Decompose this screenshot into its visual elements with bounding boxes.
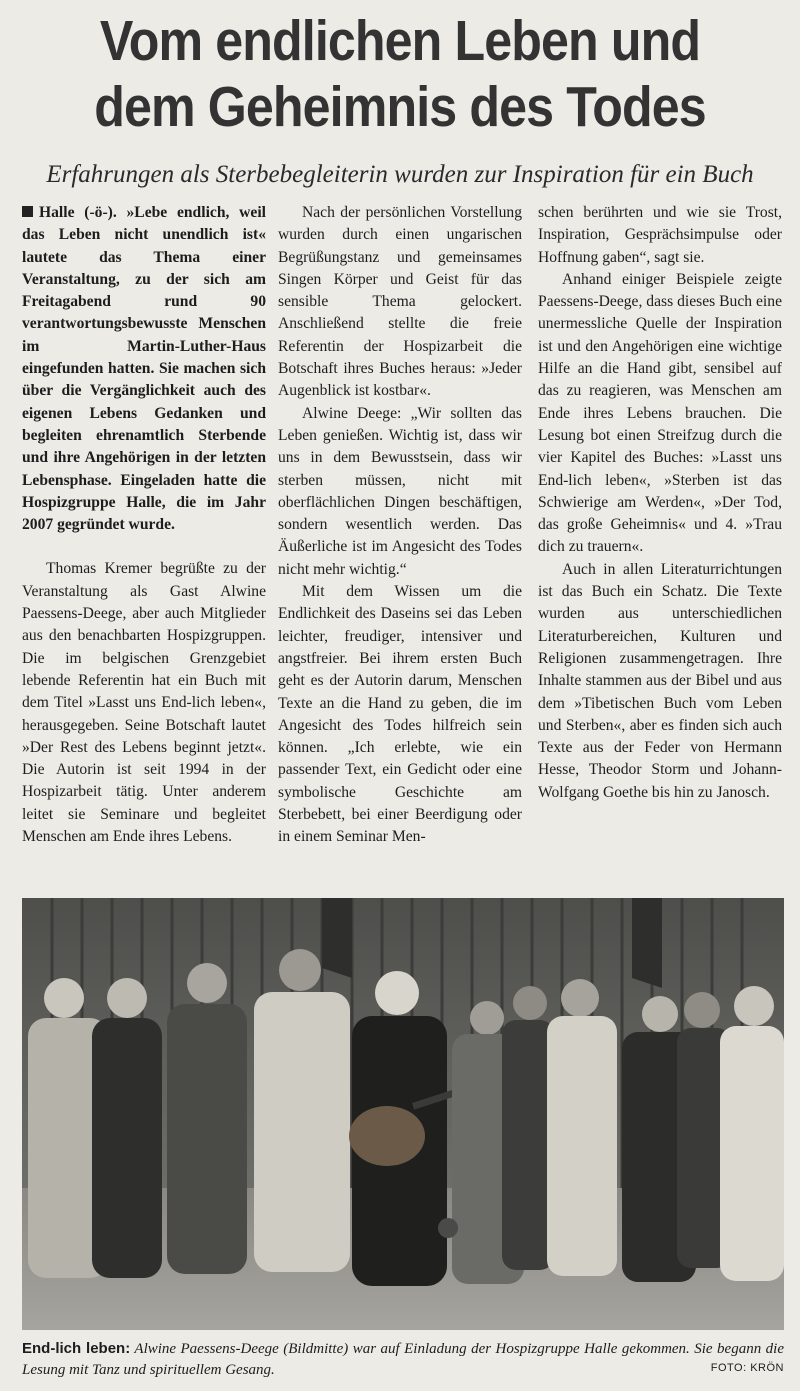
article-paragraph: Nach der persönlichen Vorstellung wurden durch einen ungarischen Begrüßungstanz und gemeinsames Singen Körper und Geist für das sensible Thema gelockert. Anschließend stellte die freie Referentin der Hospizarbeit die Botschaft ihres Buches heraus: »Jeder Augenblick ist kostbar«. — [278, 204, 522, 400]
group-photo-illustration — [22, 898, 784, 1330]
article-column-1 — [22, 202, 266, 848]
photo-credit: FOTO: KRÖN — [710, 1362, 784, 1374]
article-paragraph: Mit dem Wissen um die Endlichkeit des Daseins sei das Leben leichter, freudiger, intensiver und angstfreier. Bei ihrem ersten Buch geht es der Autorin darum, Menschen Texte an die Hand zu geben, die im Angesicht des Todes hilfreich sein können. „Ich erlebte, wie ein passender Text, ein Gedicht oder eine symbolische Geschichte am Sterbebett, bei einer Beerdigung oder in einem Seminar Men- — [278, 583, 522, 846]
article-column-2 — [278, 202, 522, 849]
article-headline: Vom endlichen Leben und dem Geheimnis des Todes — [94, 9, 706, 139]
article-paragraph: Thomas Kremer begrüßte zu der Veranstaltung als Gast Alwine Paessens-Deege, aber auch Mitglieder aus den benachbarten Hospizgruppen. Die im belgischen Grenzgebiet lebende Referentin hat ein Buch mit dem Titel »Lasst uns End-lich leben«, herausgegeben. Seine Botschaft lautet »Der Rest des Lebens beginnt jetzt«. Die Autorin ist seit 1994 in der Hospizarbeit tätig. Unter anderem leitet sie Seminare und begleitet Menschen am Ende ihres Lebens. — [22, 560, 266, 846]
caption-text: Alwine Paessens-Deege (Bildmitte) war auf Einladung der Hospizgruppe Halle gekommen. Sie begann die Lesung mit Tanz und spirituellem Gesang. — [22, 1341, 784, 1378]
article-column-3 — [538, 202, 782, 804]
lead-text: Halle (-ö-). »Lebe endlich, weil das Leben nicht unendlich ist« lautete das Thema einer Veranstaltung, zu der sich am Freitagabend rund 90 verantwortungsbewusste Menschen im Martin-Luther-Haus eingefunden hatten. Sie machen sich über die Vergänglichkeit auch des eigenen Lebens Gedanken und begleiten ehrenamtlich Sterbende und ihre Angehörigen in der letzten Lebensphase. Eingeladen hatte die Hospizgruppe Halle, die im Jahr 2007 gegründet wurde. — [22, 204, 266, 534]
article-paragraph: Anhand einiger Beispiele zeigte Paessens-Deege, dass dieses Buch eine unermessliche Quelle der Inspiration ist und den Angehörigen eine wichtige Hilfe an die Hand gibt, sensibel auf das zu reagieren, was Menschen am Ende ihres Lebens brauchen. Die Lesung bot einen Streifzug durch die vier Kapitel des Buches: »Lasst uns End-lich leben«, »Sterben ist das Schwierige am Werden«, »Der Tod, das große Geheimnis« und 4. »Trau dich zu trauern«. — [538, 270, 782, 556]
article-paragraph: schen berührten und wie sie Trost, Inspiration, Gesprächsimpulse oder Hoffnung gaben“, sagt sie. — [538, 204, 782, 266]
article-photo — [22, 898, 784, 1330]
paragraph-gap — [22, 536, 266, 558]
article-lead-paragraph — [22, 202, 266, 536]
article-paragraph: Alwine Deege: „Wir sollten das Leben genießen. Wichtig ist, dass wir uns in dem Bewusstsein, dass wir sterben müssen, nicht mit oberflächlichen Dingen beschäftigen, sondern wesentlich werden. Das Äußerliche ist im Angesicht des Todes nicht mehr wichtig.“ — [278, 404, 522, 578]
article-subheadline: Erfahrungen als Sterbebegleiterin wurden zur Inspiration für ein Buch — [46, 161, 754, 188]
photo-caption — [22, 1338, 784, 1381]
bullet-square-icon — [22, 206, 33, 217]
article-paragraph: Auch in allen Literaturrichtungen ist das Buch ein Schatz. Die Texte wurden aus unterschiedlichen Literaturbereichen, Kulturen und Religionen zusammengetragen. Ihre Inhalte stammen aus der Bibel und aus dem »Tibetischen Buch vom Leben und Sterben«, aber es finden sich auch Texte aus der Feder von Hermann Hesse, Theodor Storm und Johann-Wolfgang Goethe bis hin zu Janosch. — [538, 560, 782, 801]
caption-lead: End-lich leben: — [22, 1340, 131, 1357]
